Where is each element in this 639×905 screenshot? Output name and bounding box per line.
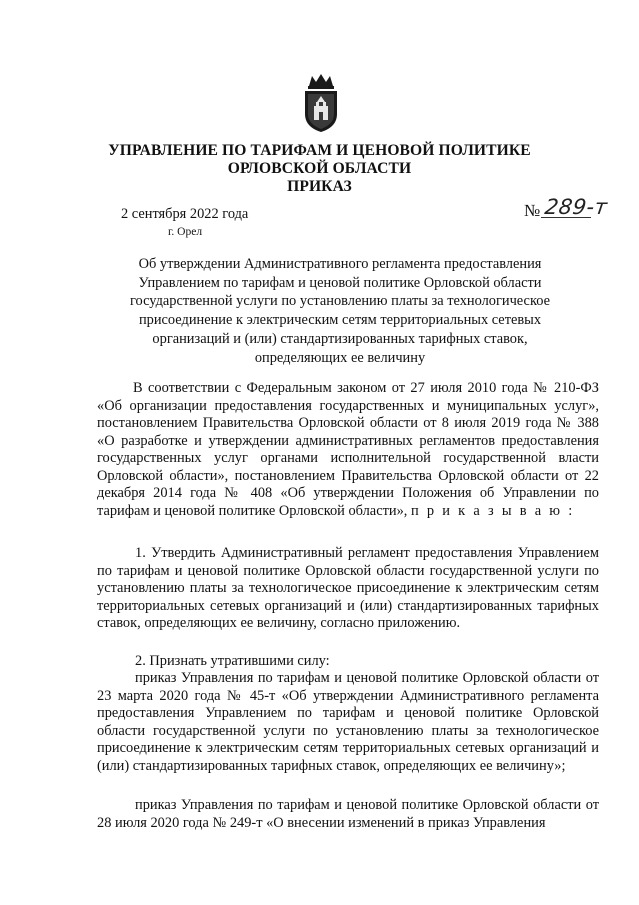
preamble-text: В соответствии с Федеральным законом от 27 июля 2010 года № 210-ФЗ «Об организации предоставления государственных и муниципальных услуг», постановлением Правительства Орловской области от 8 июля 2019 года № 388 «О разработке и утверждении административных регламентов предоставления государственных услуг органами исполнительной государственной власти Орловской области», постановлением Правительства Орловской области от 22 декабря 2014 года № 408 «Об утверждении Положения об Управлении по тарифам и ценовой политике Орловской области», (97, 380, 599, 519)
number-sign: № (524, 201, 541, 220)
document-type-title: ПРИКАЗ (287, 178, 352, 195)
number-underline (541, 217, 591, 218)
order-item-2a: приказ Управления по тарифам и ценовой политике Орловской области от 23 марта 2020 года № 45-т «Об утверждении Административного регламента предоставления Управлением по тарифам и ценовой политике Орловской области государственной услуги по установлению платы за технологическое присоединение к электрическим сетям территориальных сетевых организаций и (или) стандартизированных тарифных ставок, определяющих ее величину»; (97, 670, 599, 774)
coat-of-arms-emblem (301, 72, 341, 134)
order-item-2: 2. Признать утратившими силу: (135, 653, 330, 669)
document-city: г. Орел (168, 226, 203, 238)
document-number-handwritten: 289-т (543, 195, 610, 219)
order-item-2b: приказ Управления по тарифам и ценовой политике Орловской области от 28 июля 2020 года № 249-т «О внесении изменений в приказ Управления (97, 797, 599, 831)
document-subject: Об утверждении Административного регламента предоставления Управлением по тарифам и ценовой политике Орловской области государственной услуги по установлению платы за технологическое присоединение к электрическим сетям территориальных сетевых организаций и (или) стандартизированных тарифных ставок, определяющих ее величину (130, 256, 550, 366)
order-item-1: 1. Утвердить Административный регламент предоставления Управлением по тарифам и ценовой политике Орловской области государственной услуги по установлению платы за технологическое присоединение к электрическим сетям территориальных сетевых организаций и (или) стандартизированных тарифных ставок, определяющих ее величину, согласно приложению. (97, 545, 599, 631)
org-title-line-1: УПРАВЛЕНИЕ ПО ТАРИФАМ И ЦЕНОВОЙ ПОЛИТИКЕ (108, 142, 531, 159)
preamble-paragraph (97, 380, 599, 520)
document-date: 2 сентября 2022 года (121, 206, 249, 222)
order-word: п р и к а з ы в а ю : (410, 502, 575, 519)
org-title-line-2: ОРЛОВСКОЙ ОБЛАСТИ (227, 160, 412, 177)
